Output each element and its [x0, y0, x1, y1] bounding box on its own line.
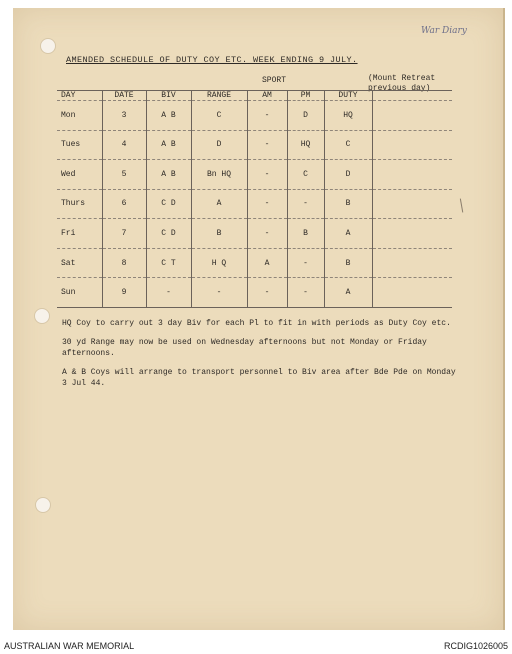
cell-blank: [372, 278, 452, 308]
col-header-am: AM: [247, 91, 287, 101]
cell-am: -: [247, 130, 287, 160]
cell-blank: [372, 219, 452, 249]
footer-record-id: RCDIG1026005: [443, 641, 508, 651]
cell-pm: -: [287, 278, 324, 308]
cell-duty: D: [324, 160, 372, 190]
cell-duty: B: [324, 248, 372, 278]
table-row: [57, 130, 452, 160]
cell-blank: [372, 160, 452, 190]
cell-duty: C: [324, 130, 372, 160]
cell-day: Sun: [57, 278, 102, 308]
cell-biv: A B: [146, 130, 191, 160]
col-header-range: RANGE: [191, 91, 247, 101]
punch-hole: [34, 308, 50, 324]
cell-day: Thurs: [57, 189, 102, 219]
cell-pm: HQ: [287, 130, 324, 160]
cell-biv: A B: [146, 101, 191, 131]
duty-schedule-table: [57, 90, 452, 308]
cell-duty: A: [324, 219, 372, 249]
cell-range: Bn HQ: [191, 160, 247, 190]
cell-biv: C T: [146, 248, 191, 278]
cell-am: A: [247, 248, 287, 278]
footer-institution: AUSTRALIAN WAR MEMORIAL: [4, 641, 135, 651]
col-header-date: DATE: [102, 91, 146, 101]
cell-date: 9: [102, 278, 146, 308]
note-paragraph: 30 yd Range may now be used on Wednesday afternoons but not Monday or Friday afternoons.: [62, 338, 427, 358]
col-header-pm: PM: [287, 91, 324, 101]
cell-day: Mon: [57, 101, 102, 131]
cell-date: 3: [102, 101, 146, 131]
cell-am: -: [247, 219, 287, 249]
cell-date: 6: [102, 189, 146, 219]
cell-day: Sat: [57, 248, 102, 278]
note-paragraph: A & B Coys will arrange to transport personnel to Biv area after Bde Pde on Monday 3 Jul 44.: [62, 368, 456, 388]
cell-range: -: [191, 278, 247, 308]
table-row: [57, 101, 452, 131]
table-header-row: [57, 91, 452, 101]
table-row: [57, 248, 452, 278]
cell-blank: [372, 189, 452, 219]
col-header-biv: BIV: [146, 91, 191, 101]
notes-section: [62, 318, 462, 397]
cell-pm: C: [287, 160, 324, 190]
cell-biv: C D: [146, 189, 191, 219]
cell-biv: A B: [146, 160, 191, 190]
cell-duty: HQ: [324, 101, 372, 131]
cell-biv: -: [146, 278, 191, 308]
cell-blank: [372, 130, 452, 160]
table-row: [57, 160, 452, 190]
col-header-blank: [372, 91, 452, 101]
cell-pm: -: [287, 189, 324, 219]
cell-day: Fri: [57, 219, 102, 249]
cell-duty: B: [324, 189, 372, 219]
punch-hole: [40, 38, 56, 54]
punch-hole: [35, 497, 51, 513]
sport-header: SPORT: [262, 76, 287, 85]
cell-range: D: [191, 130, 247, 160]
schedule-title: AMENDED SCHEDULE OF DUTY COY ETC. WEEK ENDING 9 JULY.: [66, 55, 358, 65]
cell-range: H Q: [191, 248, 247, 278]
table-row: [57, 219, 452, 249]
cell-pm: D: [287, 101, 324, 131]
cell-day: Wed: [57, 160, 102, 190]
cell-blank: [372, 101, 452, 131]
cell-date: 5: [102, 160, 146, 190]
table-row: [57, 189, 452, 219]
cell-date: 7: [102, 219, 146, 249]
handwritten-note: War Diary: [421, 26, 467, 36]
cell-blank: [372, 248, 452, 278]
cell-date: 4: [102, 130, 146, 160]
cell-day: Tues: [57, 130, 102, 160]
note-paragraph: HQ Coy to carry out 3 day Biv for each Pl to fit in with periods as Duty Coy etc.: [62, 319, 451, 328]
side-note-line: previous day): [368, 84, 431, 93]
cell-pm: -: [287, 248, 324, 278]
archive-footer: [0, 630, 512, 654]
col-header-duty: DUTY: [324, 91, 372, 101]
cell-range: B: [191, 219, 247, 249]
cell-range: A: [191, 189, 247, 219]
cell-pm: B: [287, 219, 324, 249]
col-header-day: DAY: [57, 91, 102, 101]
cell-duty: A: [324, 278, 372, 308]
cell-am: -: [247, 101, 287, 131]
table-row: [57, 278, 452, 308]
cell-am: -: [247, 160, 287, 190]
cell-am: -: [247, 278, 287, 308]
cell-range: C: [191, 101, 247, 131]
cell-am: -: [247, 189, 287, 219]
side-note-line: (Mount Retreat: [368, 74, 436, 83]
cell-date: 8: [102, 248, 146, 278]
cell-biv: C D: [146, 219, 191, 249]
